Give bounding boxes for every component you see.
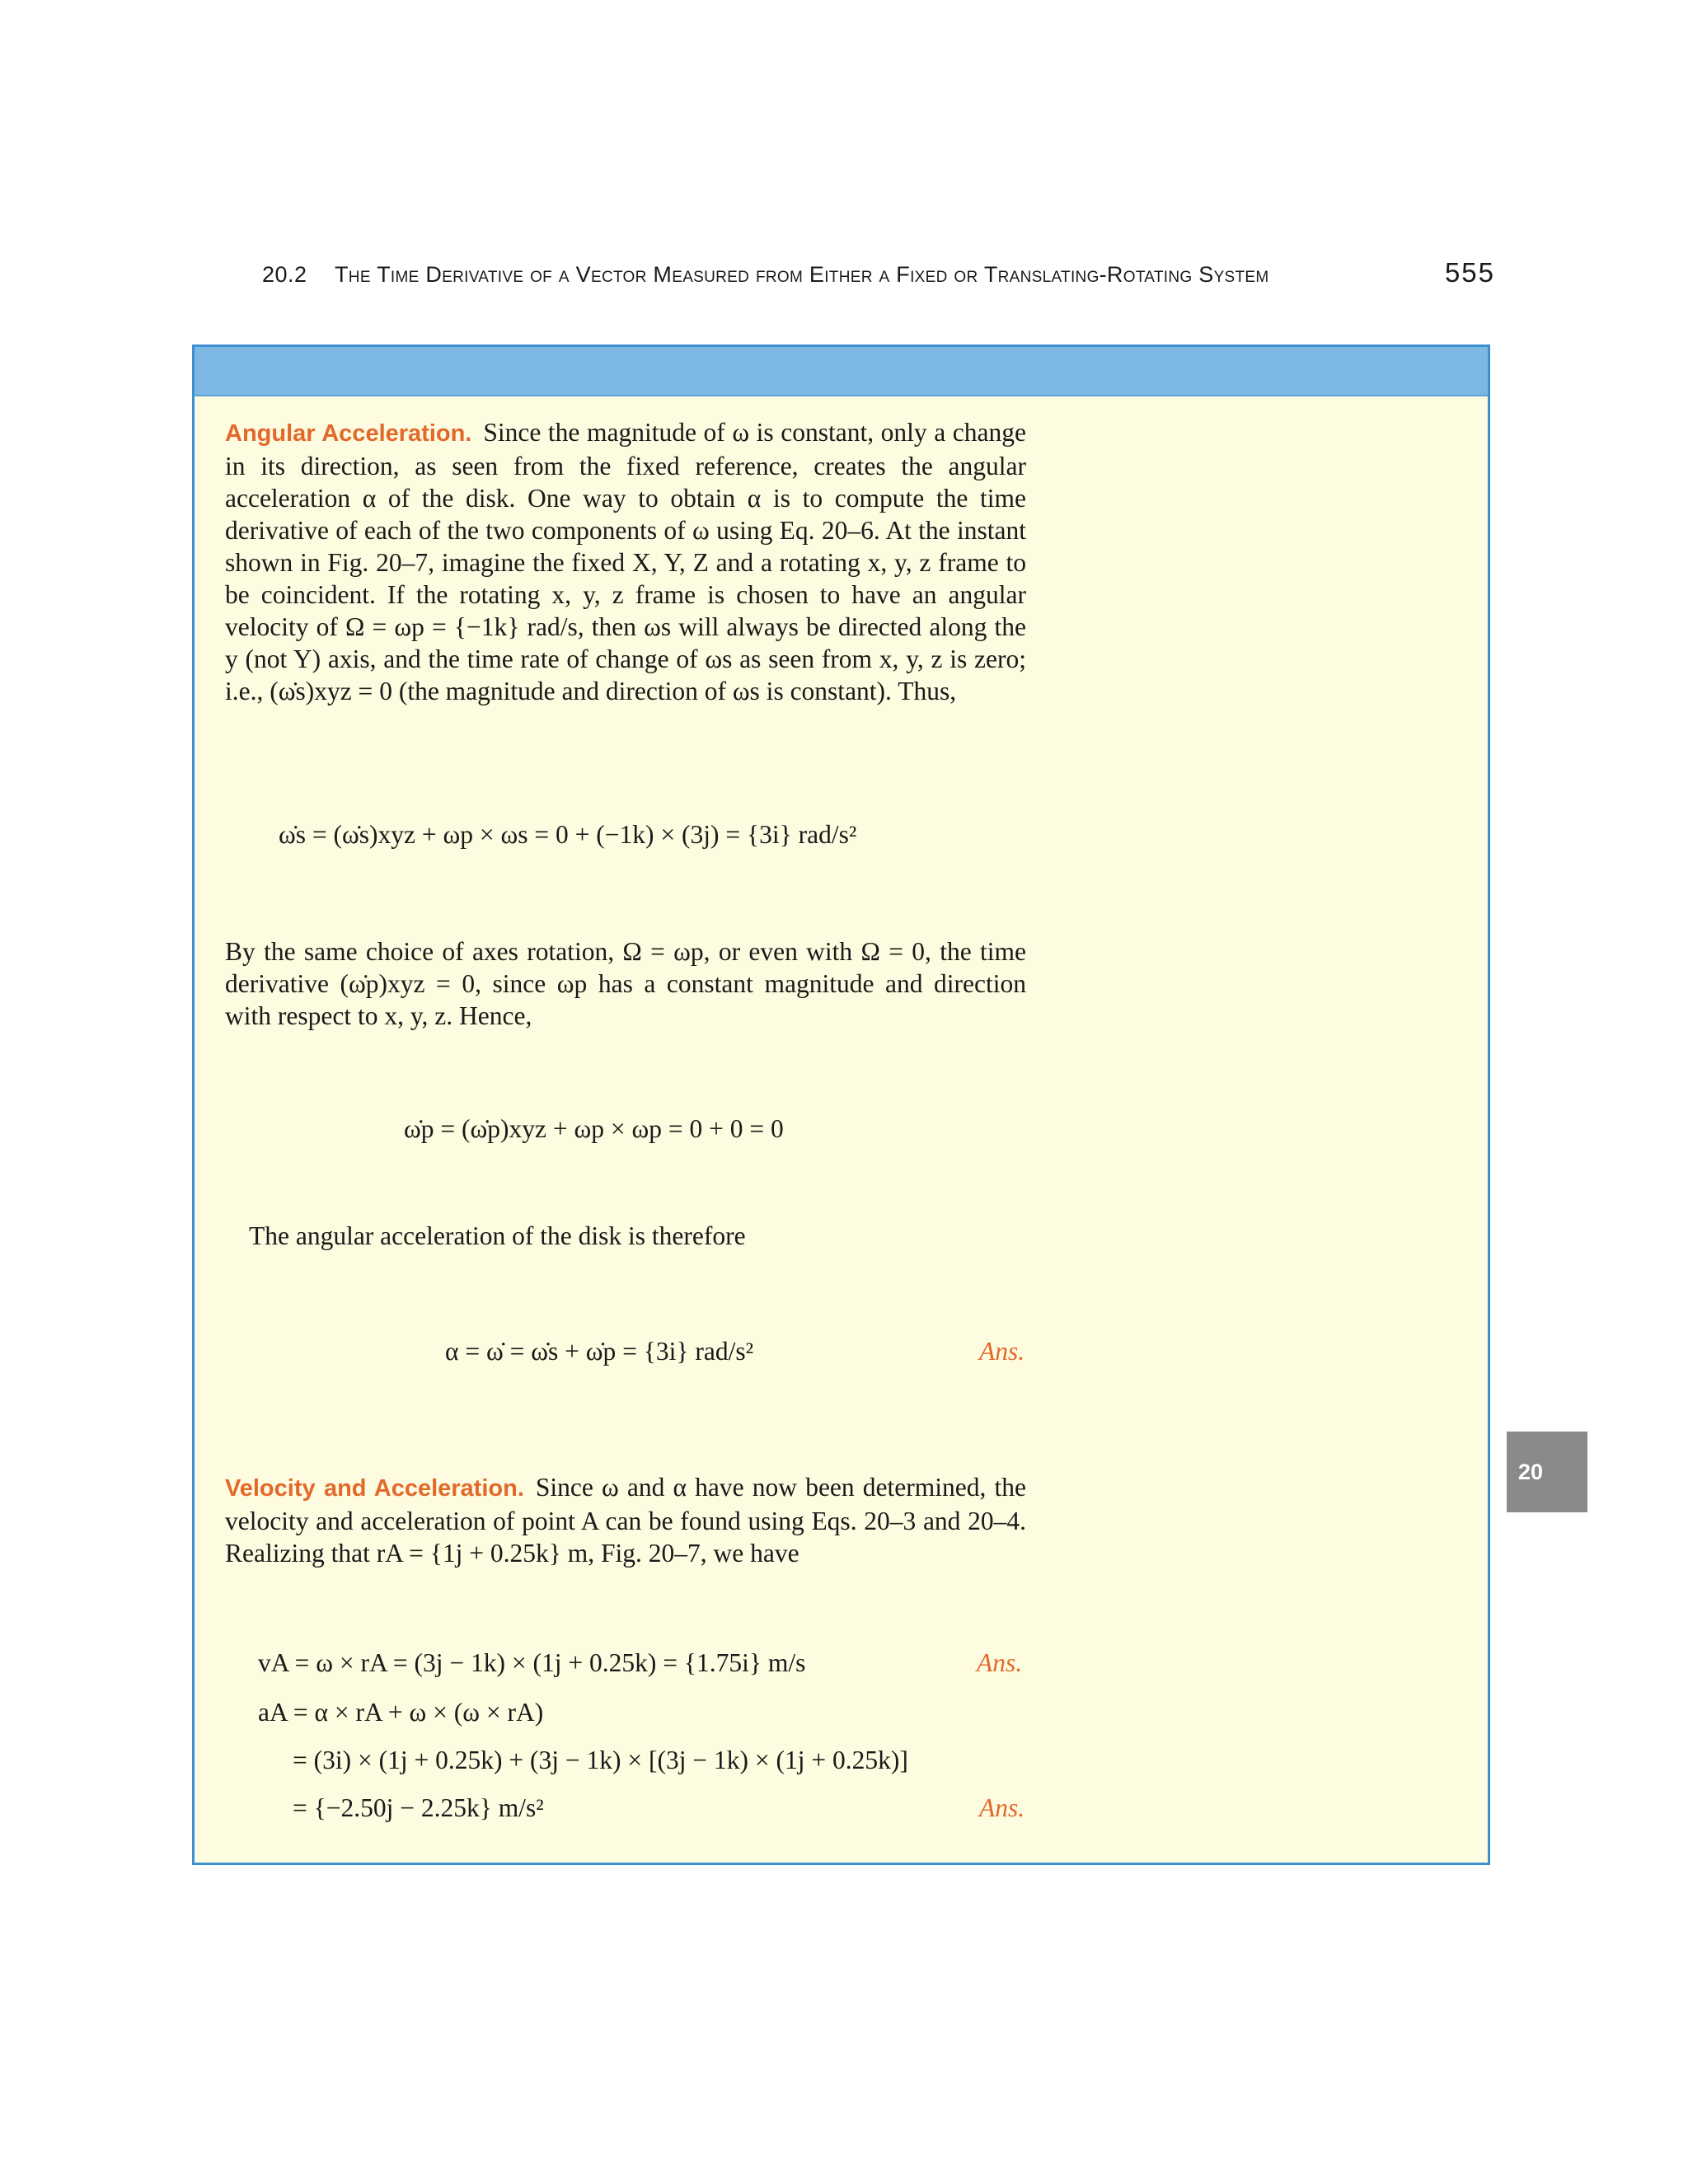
panel-header-band — [195, 347, 1488, 396]
section-title: The Time Derivative of a Vector Measured from Either a Fixed or Translating-Rotating System — [335, 262, 1269, 287]
section-number: 20.2 — [262, 262, 307, 287]
velocity-acceleration-text: Since ω and α have now been determined, the velocity and acceleration of point A can be found using Eqs. 20–3 and 20–4. Realizing that rA = {1j + 0.25k} m, Fig. 20–7, we have — [225, 1473, 1026, 1568]
equation-omega-p-dot: ω̇p = (ω̇p)xyz + ωp × ωp = 0 + 0 = 0 — [404, 1114, 784, 1143]
equation-alpha: α = ω̇ = ω̇s + ω̇p = {3i} rad/s² — [445, 1337, 754, 1366]
equation-velocity-A: vA = ω × rA = (3j − 1k) × (1j + 0.25k) = {1.75i} m/s — [258, 1648, 806, 1677]
equation-acceleration-A: aA = α × rA + ω × (ω × rA) — [258, 1698, 544, 1727]
page-number: 555 — [1444, 257, 1495, 288]
answer-label-alpha: Ans. — [979, 1337, 1025, 1366]
answer-label-acceleration: Ans. — [979, 1793, 1025, 1822]
equation-omega-s-dot: ω̇s = (ω̇s)xyz + ωp × ωs = 0 + (−1k) × (3j) = {3i} rad/s² — [279, 820, 857, 849]
angular-acceleration-heading: Angular Acceleration. — [225, 420, 472, 447]
angular-acceleration-text: Since the magnitude of ω is constant, only a change in its direction, as seen from the fixed reference, creates the angular acceleration α of the disk. One way to obtain α is to compute the time derivative of each of the two components of ω using Eq. 20–6. At the instant shown in Fig. 20–7, imagine the fixed X, Y, Z and a rotating x, y, z frame to be coincident. If the rotating x, y, z frame is chosen to have an angular velocity of Ω = ωp = {−1k} rad/s, then ωs will always be directed along the y (not Y) axis, and the time rate of change of ωs as seen from x, y, z is zero; i.e., (ω̇s)xyz = 0 (the magnitude and direction of ωs is constant). Thus, — [225, 418, 1026, 705]
angular-acceleration-paragraph — [225, 416, 1026, 707]
equation-acceleration-A-result: = {−2.50j − 2.25k} m/s² — [293, 1793, 544, 1822]
axes-rotation-paragraph: By the same choice of axes rotation, Ω = ωp, or even with Ω = 0, the time derivative (ω̇p)xyz = 0, since ωp has a constant magnitude and direction with respect to x, y, z. Hence, — [225, 937, 1026, 1030]
velocity-acceleration-paragraph — [225, 1471, 1026, 1569]
equation-acceleration-A-step: = (3i) × (1j + 0.25k) + (3j − 1k) × [(3j − 1k) × (1j + 0.25k)] — [293, 1746, 908, 1774]
velocity-acceleration-heading: Velocity and Acceleration. — [225, 1475, 524, 1502]
answer-label-velocity: Ans. — [977, 1648, 1023, 1677]
angular-acceleration-lead-in: The angular acceleration of the disk is therefore — [249, 1221, 746, 1250]
running-header — [262, 257, 1498, 297]
chapter-thumb-tab: 20 — [1507, 1432, 1587, 1512]
